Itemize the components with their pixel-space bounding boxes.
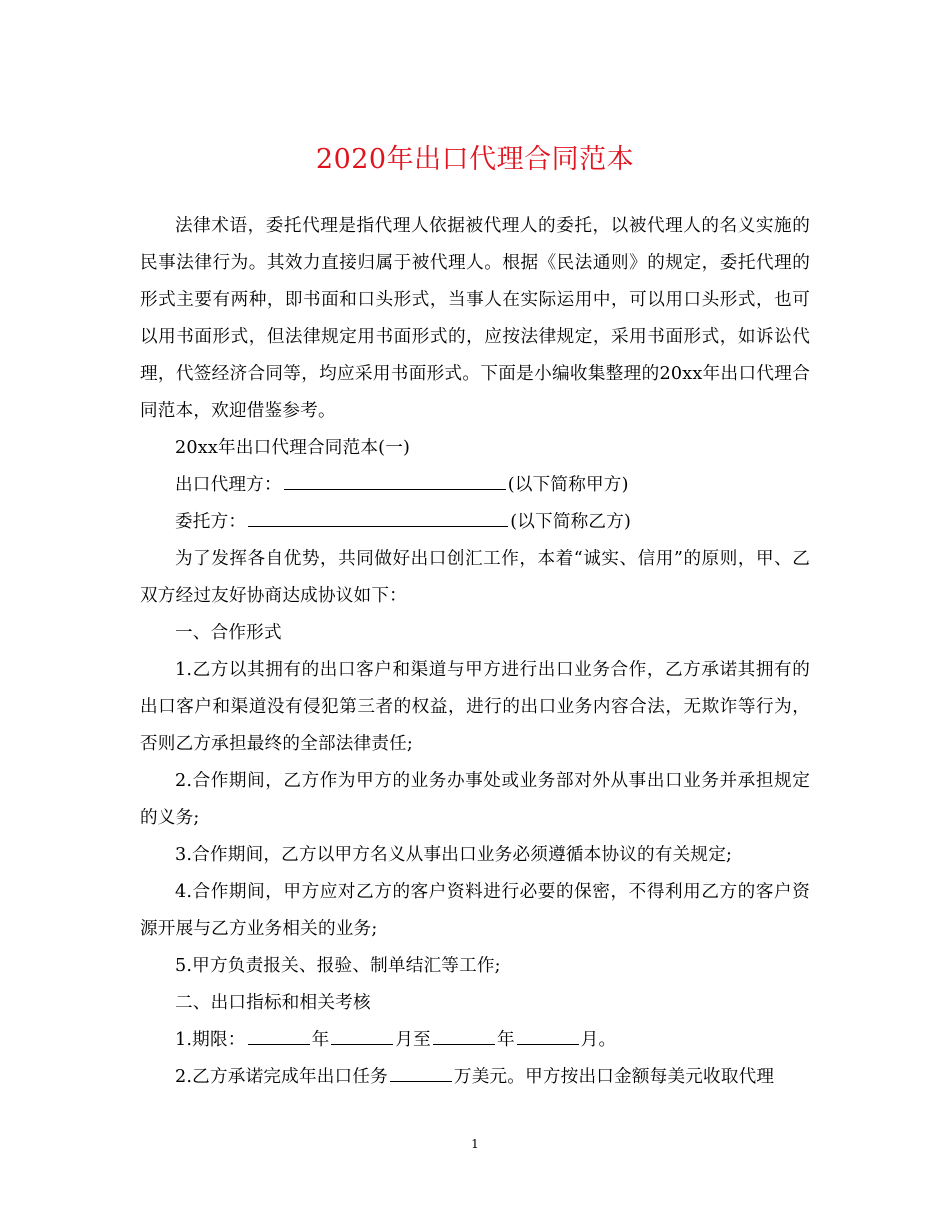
term-label: 1.期限： bbox=[175, 1030, 246, 1050]
party-a-blank bbox=[284, 471, 506, 490]
term-month-end-label: 月。 bbox=[580, 1030, 617, 1050]
term-month-end-blank bbox=[517, 1026, 579, 1045]
party-a-label: 出口代理方： bbox=[175, 475, 282, 495]
term-month-start-blank bbox=[331, 1026, 393, 1045]
section2-heading: 二、出口指标和相关考核 bbox=[175, 993, 371, 1013]
page-number: 1 bbox=[471, 1137, 479, 1151]
section1-item-5: 5.甲方负责报关、报验、制单结汇等工作; bbox=[175, 956, 501, 976]
target-prefix: 2.乙方承诺完成年出口任务 bbox=[175, 1067, 388, 1087]
target-line bbox=[140, 1059, 810, 1096]
term-year-start-blank bbox=[248, 1026, 310, 1045]
target-suffix: 万美元。甲方按出口金额每美元收取代理 bbox=[453, 1067, 775, 1087]
intro-paragraph: 法律术语，委托代理是指代理人依据被代理人的委托，以被代理人的名义实施的民事法律行为。其效力直接归属于被代理人。根据《民法通则》的规定，委托代理的形式主要有两种，即书面和口头形式，当事人在实际运用中，可以用口头形式，也可以用书面形式，但法律规定用书面形式的，应按法律规定，采用书面形式，如诉讼代理，代签经济合同等，均应采用书面形式。下面是小编收集整理的20xx年出口代理合同范本，欢迎借鉴参考。 bbox=[140, 216, 810, 421]
document-body bbox=[140, 208, 810, 1096]
contract-subtitle: 20xx年出口代理合同范本(一) bbox=[175, 438, 411, 458]
section1-item-1: 1.乙方以其拥有的出口客户和渠道与甲方进行出口业务合作，乙方承诺其拥有的出口客户和渠道没有侵犯第三者的权益，进行的出口业务内容合法，无欺诈等行为，否则乙方承担最终的全部法律责任; bbox=[140, 660, 810, 754]
target-amount-blank bbox=[390, 1063, 452, 1082]
party-b-blank bbox=[248, 508, 508, 527]
party-a-suffix: (以下简称甲方) bbox=[507, 475, 629, 495]
section1-item-2: 2.合作期间，乙方作为甲方的业务办事处或业务部对外从事出口业务并承担规定的义务; bbox=[140, 771, 810, 828]
party-b-suffix: (以下简称乙方) bbox=[510, 512, 632, 532]
term-year-start-label: 年 bbox=[311, 1030, 330, 1050]
party-b-line bbox=[140, 504, 810, 541]
term-year-end-label: 年 bbox=[496, 1030, 515, 1050]
document-title: 2020年出口代理合同范本 bbox=[315, 144, 635, 175]
section1-item-3: 3.合作期间，乙方以甲方名义从事出口业务必须遵循本协议的有关规定; bbox=[175, 845, 733, 865]
term-line bbox=[140, 1022, 810, 1059]
section1-heading: 一、合作形式 bbox=[175, 623, 282, 643]
party-b-label: 委托方： bbox=[175, 512, 247, 532]
party-a-line bbox=[140, 467, 810, 504]
term-month-start-label: 月至 bbox=[395, 1030, 431, 1050]
term-year-end-blank bbox=[433, 1026, 495, 1045]
preamble-paragraph: 为了发挥各自优势，共同做好出口创汇工作，本着“诚实、信用”的原则，甲、乙双方经过友好协商达成协议如下： bbox=[140, 549, 810, 606]
section1-item-4: 4.合作期间，甲方应对乙方的客户资料进行必要的保密，不得利用乙方的客户资源开展与乙方业务相关的业务; bbox=[140, 882, 810, 939]
